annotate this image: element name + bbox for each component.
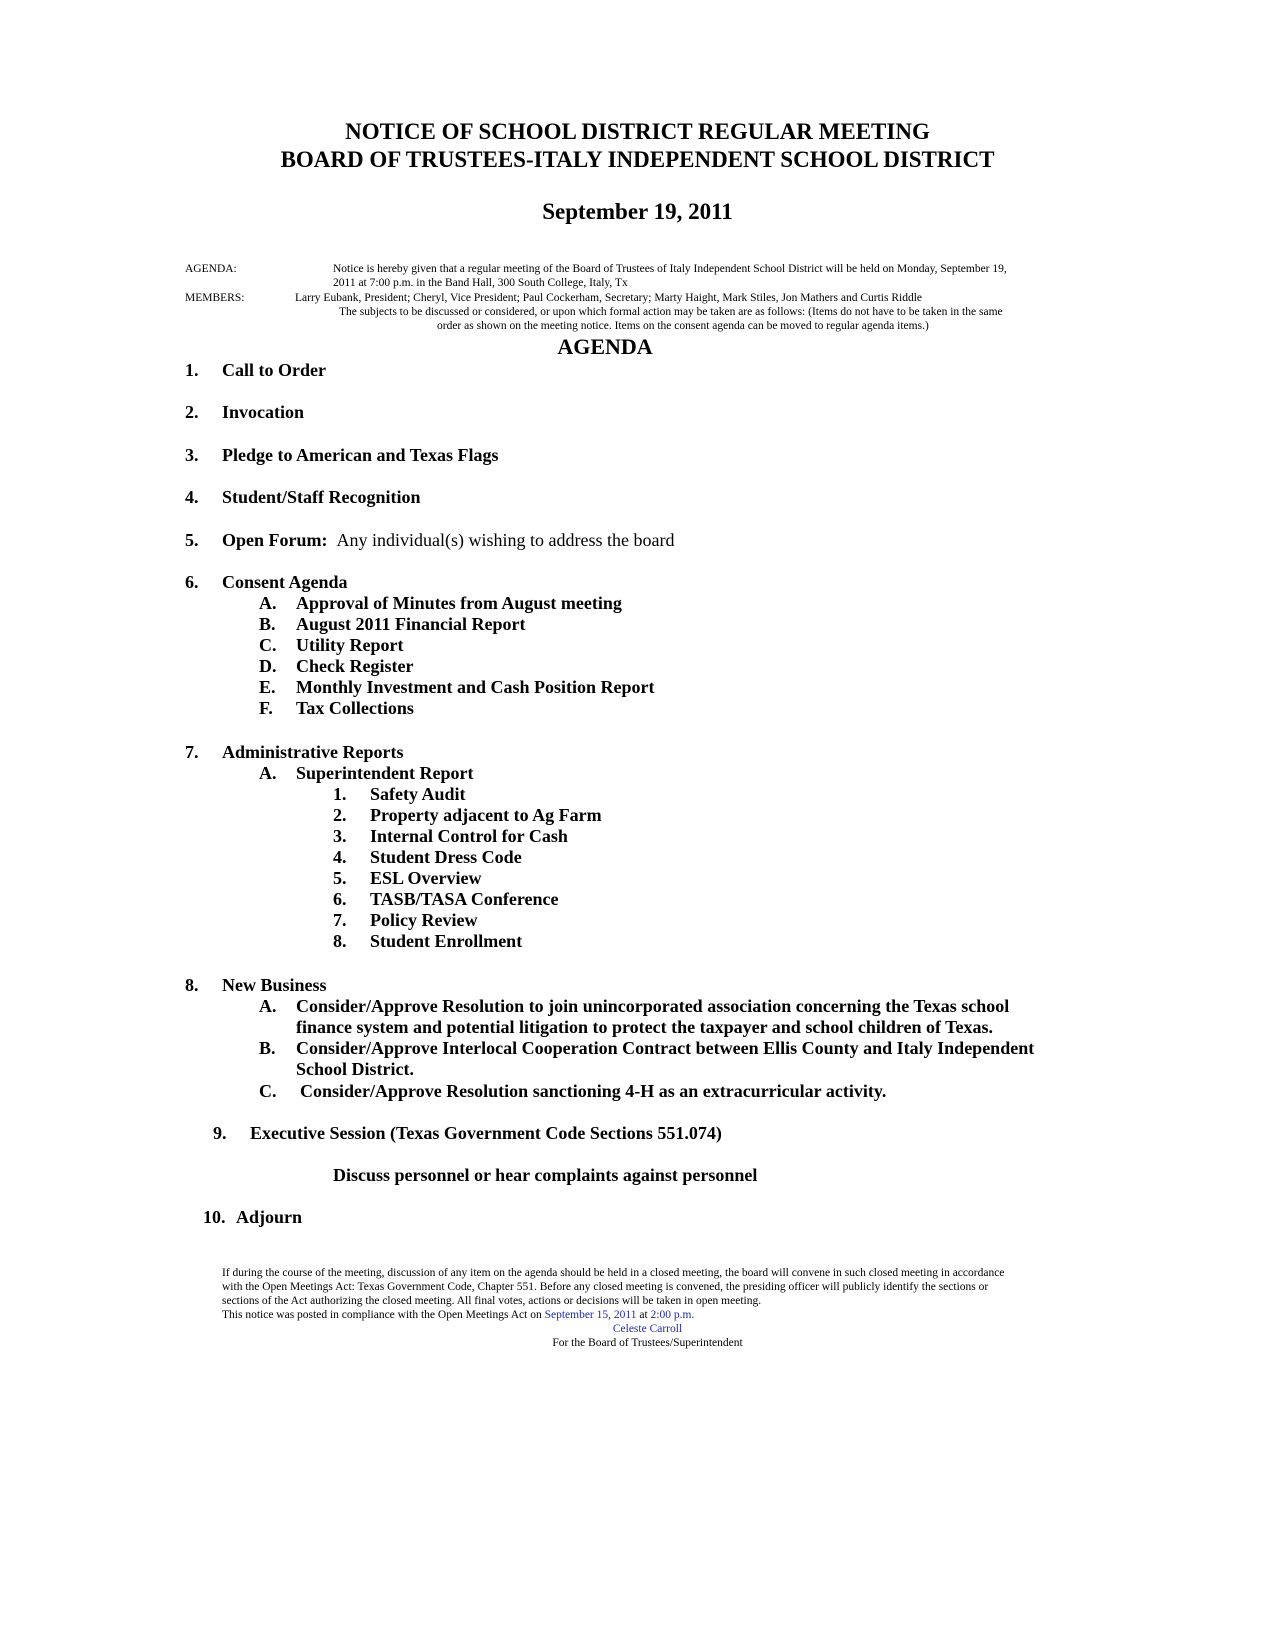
superintendent-item-label: Safety Audit (370, 784, 466, 804)
item-9-detail: Discuss personnel or hear complaints against personnel (333, 1165, 758, 1185)
consent-item-label: Utility Report (296, 635, 404, 655)
superintendent-item-number: 2. (333, 805, 347, 825)
item-8a-line-1: Consider/Approve Resolution to join unincorporated association concerning the Texas school (296, 996, 1010, 1016)
superintendent-item-number: 4. (333, 847, 347, 867)
superintendent-item-number: 8. (333, 931, 347, 951)
superintendent-item-label: Policy Review (370, 910, 478, 930)
consent-item-label: Tax Collections (296, 698, 414, 718)
footer-line-1: If during the course of the meeting, discussion of any item on the agenda should be held in a closed meeting, the board will convene in such closed meeting in accordance (222, 1267, 1005, 1279)
subjects-line-2: order as shown on the meeting notice. Items on the consent agenda can be moved to regular agenda items.) (437, 320, 929, 332)
item-3-number: 3. (185, 445, 199, 465)
item-1-label: Call to Order (222, 360, 326, 380)
item-1-number: 1. (185, 360, 199, 380)
item-8-label: New Business (222, 975, 327, 995)
consent-item-label: Approval of Minutes from August meeting (296, 593, 622, 613)
item-8b-line-2: School District. (296, 1059, 414, 1079)
item-9-number: 9. (213, 1123, 227, 1143)
agenda-label: AGENDA: (185, 263, 237, 275)
consent-item-number: D. (259, 656, 277, 676)
footer-posted-line (222, 1308, 694, 1322)
superintendent-item-number: 7. (333, 910, 347, 930)
open-forum-detail: Any individual(s) wishing to address the board (336, 530, 675, 550)
item-10-label: Adjourn (236, 1207, 303, 1227)
agenda-notice-line-2: 2011 at 7:00 p.m. in the Band Hall, 300 South College, Italy, Tx (333, 277, 628, 289)
consent-item-number: F. (259, 698, 273, 718)
item-8a-number: A. (259, 996, 277, 1016)
consent-item-number: A. (259, 593, 277, 613)
meeting-date: September 19, 2011 (542, 199, 733, 224)
item-4-number: 4. (185, 487, 199, 507)
superintendent-item-label: Property adjacent to Ag Farm (370, 805, 602, 825)
item-8b-number: B. (259, 1038, 276, 1058)
agenda-heading: AGENDA (557, 334, 653, 359)
posted-prefix: This notice was posted in compliance with the Open Meetings Act on (222, 1309, 542, 1321)
agenda-notice-line-1: Notice is hereby given that a regular meeting of the Board of Trustees of Italy Independent School District will be held on Monday, September 19, (333, 263, 1007, 275)
item-7-label: Administrative Reports (222, 742, 404, 762)
superintendent-item-label: ESL Overview (370, 868, 482, 888)
superintendent-item-number: 3. (333, 826, 347, 846)
item-5-number: 5. (185, 530, 199, 550)
signer-title: For the Board of Trustees/Superintendent (552, 1337, 743, 1349)
superintendent-item-label: Internal Control for Cash (370, 826, 568, 846)
item-5-label (222, 530, 674, 551)
consent-item-number: B. (259, 614, 276, 634)
superintendent-item-number: 1. (333, 784, 347, 804)
item-10-number: 10. (203, 1207, 226, 1227)
item-2-label: Invocation (222, 402, 305, 422)
item-7a-label: Superintendent Report (296, 763, 474, 783)
superintendent-item-label: Student Enrollment (370, 931, 523, 951)
item-8b-line-1: Consider/Approve Interlocal Cooperation Contract between Ellis County and Italy Independent (296, 1038, 1035, 1058)
consent-item-number: E. (259, 677, 276, 697)
item-4-label: Student/Staff Recognition (222, 487, 421, 507)
superintendent-item-number: 5. (333, 868, 347, 888)
superintendent-item-label: TASB/TASA Conference (370, 889, 559, 909)
item-2-number: 2. (185, 402, 199, 422)
item-7a-number: A. (259, 763, 277, 783)
posted-date: September 15, 2011 (544, 1309, 637, 1321)
item-9-label: Executive Session (Texas Government Code Sections 551.074) (250, 1123, 722, 1143)
item-8c-number: C. (259, 1081, 277, 1101)
consent-item-number: C. (259, 635, 277, 655)
footer-line-3: sections of the Act authorizing the closed meeting. All final votes, actions or decisions will be taken in open meeting. (222, 1295, 762, 1307)
consent-item-label: August 2011 Financial Report (296, 614, 526, 634)
item-8-number: 8. (185, 975, 199, 995)
open-forum-label: Open Forum: (222, 530, 328, 550)
superintendent-item-label: Student Dress Code (370, 847, 522, 867)
posted-at: at (639, 1309, 648, 1321)
members-label: MEMBERS: (185, 292, 245, 304)
item-8c-line-1: Consider/Approve Resolution sanctioning 4-H as an extracurricular activity. (300, 1081, 887, 1101)
subjects-line-1: The subjects to be discussed or considered, or upon which formal action may be taken are as follows: (Items do not have to be taken in the same (339, 306, 1003, 318)
page-title-line-2: BOARD OF TRUSTEES-ITALY INDEPENDENT SCHOOL DISTRICT (280, 147, 995, 172)
item-6-label: Consent Agenda (222, 572, 348, 592)
consent-item-label: Check Register (296, 656, 414, 676)
posted-time: 2:00 p.m. (650, 1309, 695, 1321)
members-list: Larry Eubank, President; Cheryl, Vice President; Paul Cockerham, Secretary; Marty Haight, Mark Stiles, Jon Mathers and Curtis Riddle (295, 292, 922, 304)
consent-item-label: Monthly Investment and Cash Position Report (296, 677, 655, 697)
item-3-label: Pledge to American and Texas Flags (222, 445, 499, 465)
page-title-line-1: NOTICE OF SCHOOL DISTRICT REGULAR MEETING (345, 119, 930, 144)
footer-line-2: with the Open Meetings Act: Texas Government Code, Chapter 551. Before any closed meeting is convened, the presiding officer will publicly identify the sections or (222, 1281, 989, 1293)
signer-name: Celeste Carroll (612, 1323, 683, 1335)
item-6-number: 6. (185, 572, 199, 592)
item-8a-line-2: finance system and potential litigation to protect the taxpayer and school children of Texas. (296, 1017, 994, 1037)
item-7-number: 7. (185, 742, 199, 762)
superintendent-item-number: 6. (333, 889, 347, 909)
